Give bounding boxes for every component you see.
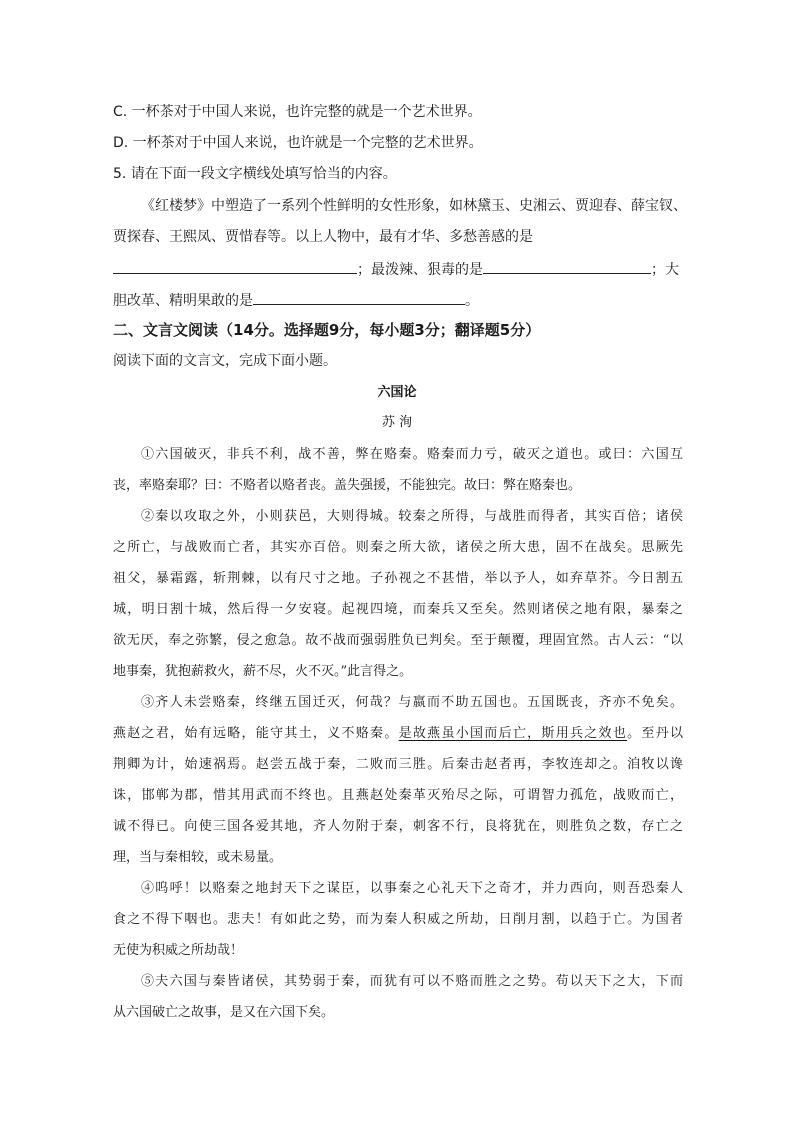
- essay-title: 六国论: [377, 385, 417, 400]
- paragraph-2-line: 欲无厌，奉之弥繁，侵之愈急。故不战而强弱胜负已判矣。至于颠覆，理固宜然。古人云：“以: [113, 633, 683, 648]
- essay-author: 苏 洵: [381, 415, 413, 430]
- question-5-line-3: ；最泼辣、狠毒的是 ；大: [113, 258, 679, 280]
- paragraph-5-line: 从六国破亡之故事，是又在六国下矣。: [113, 1005, 335, 1020]
- paragraph-2-line: 之所亡，与战败而亡者，其实亦百倍。则秦之所大欲，诸侯之所大患，固不在战矣。思厥先: [113, 540, 683, 555]
- question-5-line-4: 胆改革、精明果敢的是 。: [113, 289, 479, 311]
- paragraph-3-line: 诛，邯郸为郡，惜其用武而不终也。且燕赵处秦革灭殆尽之际，可谓智力孤危，战败而亡，: [113, 788, 683, 803]
- paragraph-2-line: ②秦以攻取之外，小则获邑，大则得城。较秦之所得，与战胜而得者，其实百倍；诸侯: [141, 509, 683, 524]
- paragraph-3-line: 荆卿为计，始速祸焉。赵尝五战于秦，二败而三胜。后秦击赵者再，李牧连却之。洎牧以谗: [113, 757, 683, 772]
- paragraph-2-line: 祖父，暴霜露，斩荆棘，以有尺寸之地。子孙视之不甚惜，举以予人，如弃草芥。今日割五: [113, 571, 683, 586]
- paragraph-1-line: ①六国破灭，非兵不利，战不善，弊在赂秦。赂秦而力亏，破灭之道也。或曰：六国互: [141, 447, 683, 462]
- paragraph-5-line: ⑤夫六国与秦皆诸侯，其势弱于秦，而犹有可以不赂而胜之之势。苟以天下之大，下而: [141, 974, 683, 989]
- option-d: D. 一杯茶对于中国人来说，也许就是一个完整的艺术世界。: [113, 135, 483, 151]
- paragraph-3-line: 燕赵之君，始有远略，能守其土，义不赂秦。是故燕虽小国而后亡，斯用兵之效也。至丹以: [113, 726, 683, 741]
- paragraph-2-line: 城，明日割十城，然后得一夕安寝。起视四境，而秦兵又至矣。然则诸侯之地有限，暴秦之: [113, 602, 683, 617]
- section-2-instruction: 阅读下面的文言文，完成下面小题。: [113, 353, 337, 369]
- paragraph-4-line: 食之不得下咽也。悲夫！有如此之势，而为秦人积威之所劫，日削月割，以趋于亡。为国者: [113, 912, 683, 927]
- paragraph-4-line: ④呜呼！以赂秦之地封天下之谋臣，以事秦之心礼天下之奇才，并力西向，则吾恐秦人: [141, 881, 683, 896]
- answer-blank-3[interactable]: [253, 289, 465, 305]
- paragraph-2-line: 地事秦，犹抱薪救火，薪不尽，火不灭。”此言得之。: [113, 664, 413, 679]
- underlined-sentence: 是故燕虽小国而后亡，斯用兵之效也: [398, 726, 628, 741]
- paragraph-3-line: 诚不得已。向使三国各爱其地，齐人勿附于秦，刺客不行，良将犹在，则胜负之数，存亡之: [113, 819, 683, 834]
- question-5-line-2: 贾探春、王熙凤、贾惜春等。以上人物中，最有才华、多愁善感的是: [113, 229, 533, 245]
- section-2-heading: 二、文言文阅读（14分。选择题9分，每小题3分；翻译题5分）: [113, 321, 541, 339]
- paragraph-1-line: 丧，率赂秦耶？曰：不赂者以赂者丧。盖失强援，不能独完。故曰：弊在赂秦也。: [113, 478, 582, 493]
- option-c: C. 一杯茶对于中国人来说，也许完整的就是一个艺术世界。: [113, 104, 482, 120]
- paragraph-4-line: 无使为积威之所劫哉！: [113, 943, 244, 958]
- paragraph-3-line: ③齐人未尝赂秦，终继五国迁灭，何哉？与嬴而不助五国也。五国既丧，齐亦不免矣。: [141, 695, 683, 710]
- answer-blank-1[interactable]: [113, 258, 357, 274]
- question-5-line-1: 《红楼梦》中塑造了一系列个性鲜明的女性形象，如林黛玉、史湘云、贾迎春、薛宝钗、: [141, 198, 687, 214]
- question-5-prompt: 5. 请在下面一段文字横线处填写恰当的内容。: [113, 166, 397, 182]
- answer-blank-2[interactable]: [483, 258, 651, 274]
- paragraph-3-line: 理，当与秦相较，或未易量。: [113, 850, 283, 865]
